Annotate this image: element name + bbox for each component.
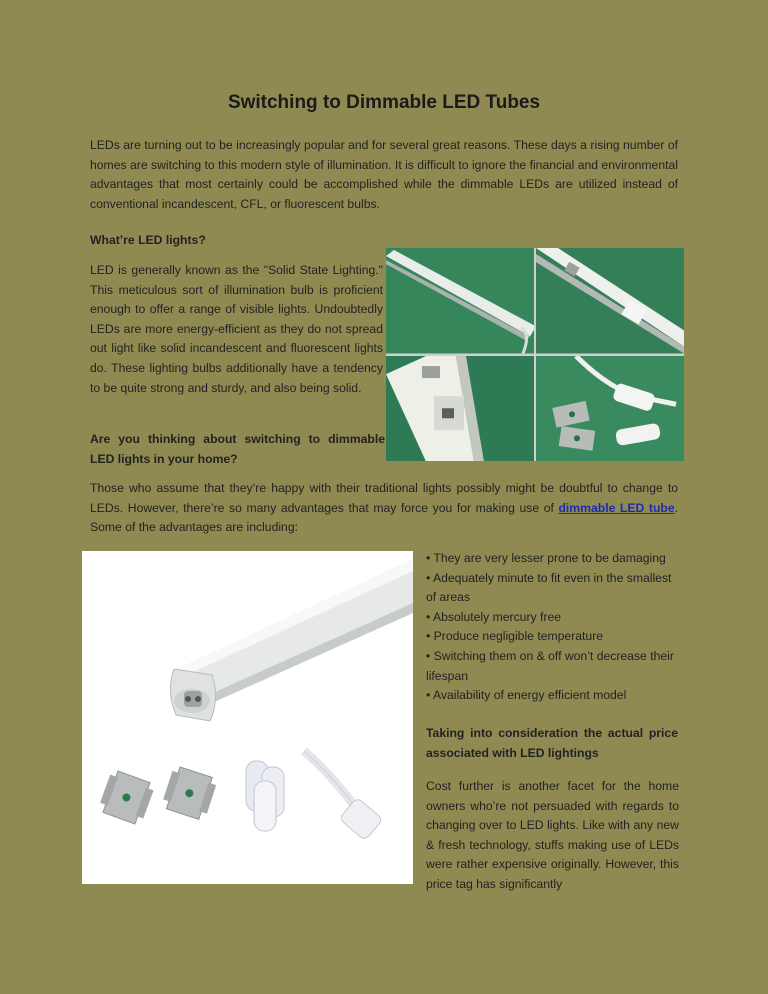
led-photo-4 — [536, 356, 684, 462]
list-item: • Adequately minute to fit even in the smallest of areas — [426, 570, 672, 605]
section1-body: LED is generally known as the "Solid State Lighting." This meticulous sort of illumination bulb is proficient enough to offer a range of visible lights. Undoubtedly LEDs are more energy-efficient as they do not spread out light like solid incandescent and fluorescent lights do. These lighting bulbs additionally have a tendency to be quite strong and sturdy, and also being solid. — [90, 263, 383, 395]
section1-heading: What’re LED lights? — [90, 233, 206, 247]
section2-heading: Are you thinking about switching to dimmable LED lights in your home? — [90, 432, 385, 466]
led-tube-product-drawing — [82, 551, 413, 884]
intro-paragraph: LEDs are turning out to be increasingly popular and for several great reasons. These days a rising number of homes are switching to this modern style of illumination. It is difficult to ignore the financial and environmental advantages that most certainly could be accomplished while the dimmable LEDs are utilized instead of conventional incandescent, CFL, or fluorescent bulbs. — [90, 138, 678, 211]
led-tube-photo-collage — [386, 248, 684, 461]
list-item: • They are very lesser prone to be damaging — [426, 551, 666, 565]
led-photo-1 — [386, 248, 534, 354]
section2-body — [90, 479, 678, 538]
section3-heading: Taking into consideration the actual price associated with LED lightings — [426, 726, 678, 760]
advantages-list — [426, 549, 682, 706]
list-item: • Absolutely mercury free — [426, 609, 561, 624]
led-photo-2 — [536, 248, 684, 354]
section2-body-text-end: . Some of the advantages are including: — [90, 500, 678, 535]
section2-body-text: Those who assume that they’re happy with their traditional lights possibly might be doubtful to change to LEDs. However, there’re so many advantages that may force you for making use of — [90, 481, 678, 515]
list-item: • Availability of energy efficient model — [426, 688, 627, 703]
led-photo-3 — [386, 356, 534, 462]
list-item: • Produce negligible temperature — [426, 629, 604, 644]
dimmable-led-tube-link[interactable]: dimmable LED tube — [558, 500, 675, 515]
led-tube-product-image — [82, 551, 413, 884]
list-item: • Switching them on & off won’t decrease their lifespan — [426, 648, 674, 683]
section3-body: Cost further is another facet for the home owners who’re not persuaded with regards to changing over to LED lights. Like with any new & fresh technology, stuffs making use of LEDs were rather expensive originally. However, this price tag has significantly — [426, 779, 679, 891]
page-title: Switching to Dimmable LED Tubes — [227, 92, 541, 113]
